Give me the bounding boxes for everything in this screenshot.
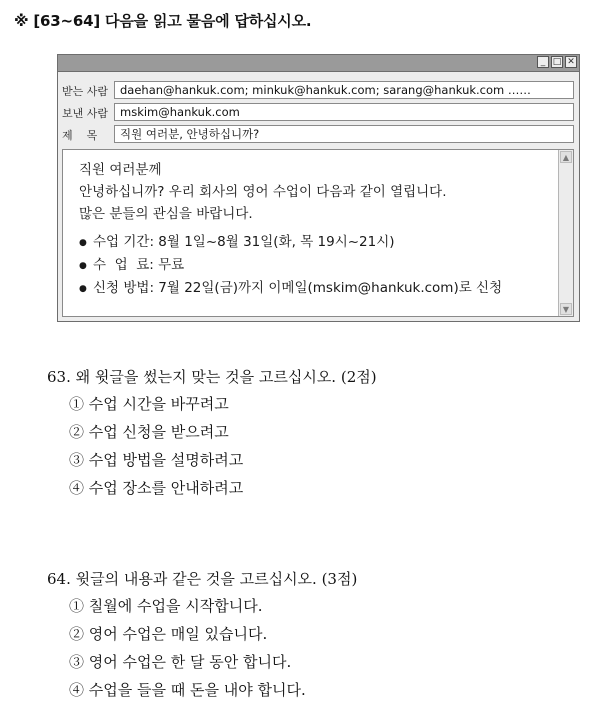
choice-option[interactable]: ④ 수업 장소를 안내하려고 — [69, 479, 244, 497]
window-titlebar — [58, 55, 579, 72]
question-title: 64. 윗글의 내용과 같은 것을 고르십시오. (3점) — [47, 570, 358, 588]
choice-option[interactable]: ① 칠월에 수업을 시작합니다. — [69, 597, 263, 615]
minimize-button[interactable]: _ — [537, 56, 549, 68]
from-row — [62, 103, 574, 121]
choice-option[interactable]: ④ 수업을 들을 때 돈을 내야 합니다. — [69, 681, 306, 699]
choice-option[interactable]: ② 수업 신청을 받으려고 — [69, 423, 229, 441]
subject-row — [62, 125, 574, 143]
body-item-text: 수 업 료: 무료 — [93, 257, 185, 273]
body-item-text: 수업 기간: 8월 1일~8월 31일(화, 목 19시~21시) — [93, 234, 395, 250]
vertical-scrollbar[interactable] — [558, 150, 573, 316]
email-window — [57, 54, 580, 322]
from-field[interactable]: mskim@hankuk.com — [114, 103, 574, 121]
choice-option[interactable]: ③ 수업 방법을 설명하려고 — [69, 451, 244, 469]
instruction-heading: ※ [63~64] 다음을 읽고 물음에 답하십시오. — [14, 12, 312, 30]
body-item-text: 신청 방법: 7월 22일(금)까지 이메일(mskim@hankuk.com)로 신청 — [93, 280, 503, 296]
body-item-apply — [79, 277, 549, 300]
bullet-icon: ● — [79, 238, 87, 248]
email-body-content — [79, 159, 549, 300]
body-line-2: 많은 분들의 관심을 바랍니다. — [79, 206, 253, 222]
to-row — [62, 81, 574, 99]
choice-option[interactable]: ② 영어 수업은 매일 있습니다. — [69, 625, 268, 643]
subject-label: 제 목 — [62, 129, 98, 142]
bullet-icon: ● — [79, 284, 87, 294]
email-body[interactable] — [62, 149, 574, 317]
choice-option[interactable]: ① 수업 시간을 바꾸려고 — [69, 395, 229, 413]
subject-field[interactable]: 직원 여러분, 안녕하십니까? — [114, 125, 574, 143]
scroll-down-icon[interactable]: ▼ — [560, 303, 572, 315]
question-64 — [47, 566, 357, 704]
from-label: 보낸 사람 — [62, 107, 109, 120]
body-greeting: 직원 여러분께 — [79, 162, 162, 178]
maximize-button[interactable]: □ — [552, 57, 562, 67]
body-item-period — [79, 231, 549, 254]
scroll-up-icon[interactable]: ▲ — [560, 151, 572, 163]
choice-option[interactable]: ③ 영어 수업은 한 달 동안 합니다. — [69, 653, 292, 671]
bullet-icon: ● — [79, 261, 87, 271]
body-item-fee — [79, 254, 549, 277]
to-label: 받는 사람 — [62, 85, 109, 98]
body-line-1: 안녕하십니까? 우리 회사의 영어 수업이 다음과 같이 열립니다. — [79, 184, 447, 200]
close-button[interactable]: ✕ — [565, 56, 577, 68]
question-63 — [47, 364, 377, 502]
to-field[interactable]: daehan@hankuk.com; minkuk@hankuk.com; sarang@hankuk.com …… — [114, 81, 574, 99]
window-controls — [537, 56, 577, 68]
question-title: 63. 왜 윗글을 썼는지 맞는 것을 고르십시오. (2점) — [47, 368, 377, 386]
